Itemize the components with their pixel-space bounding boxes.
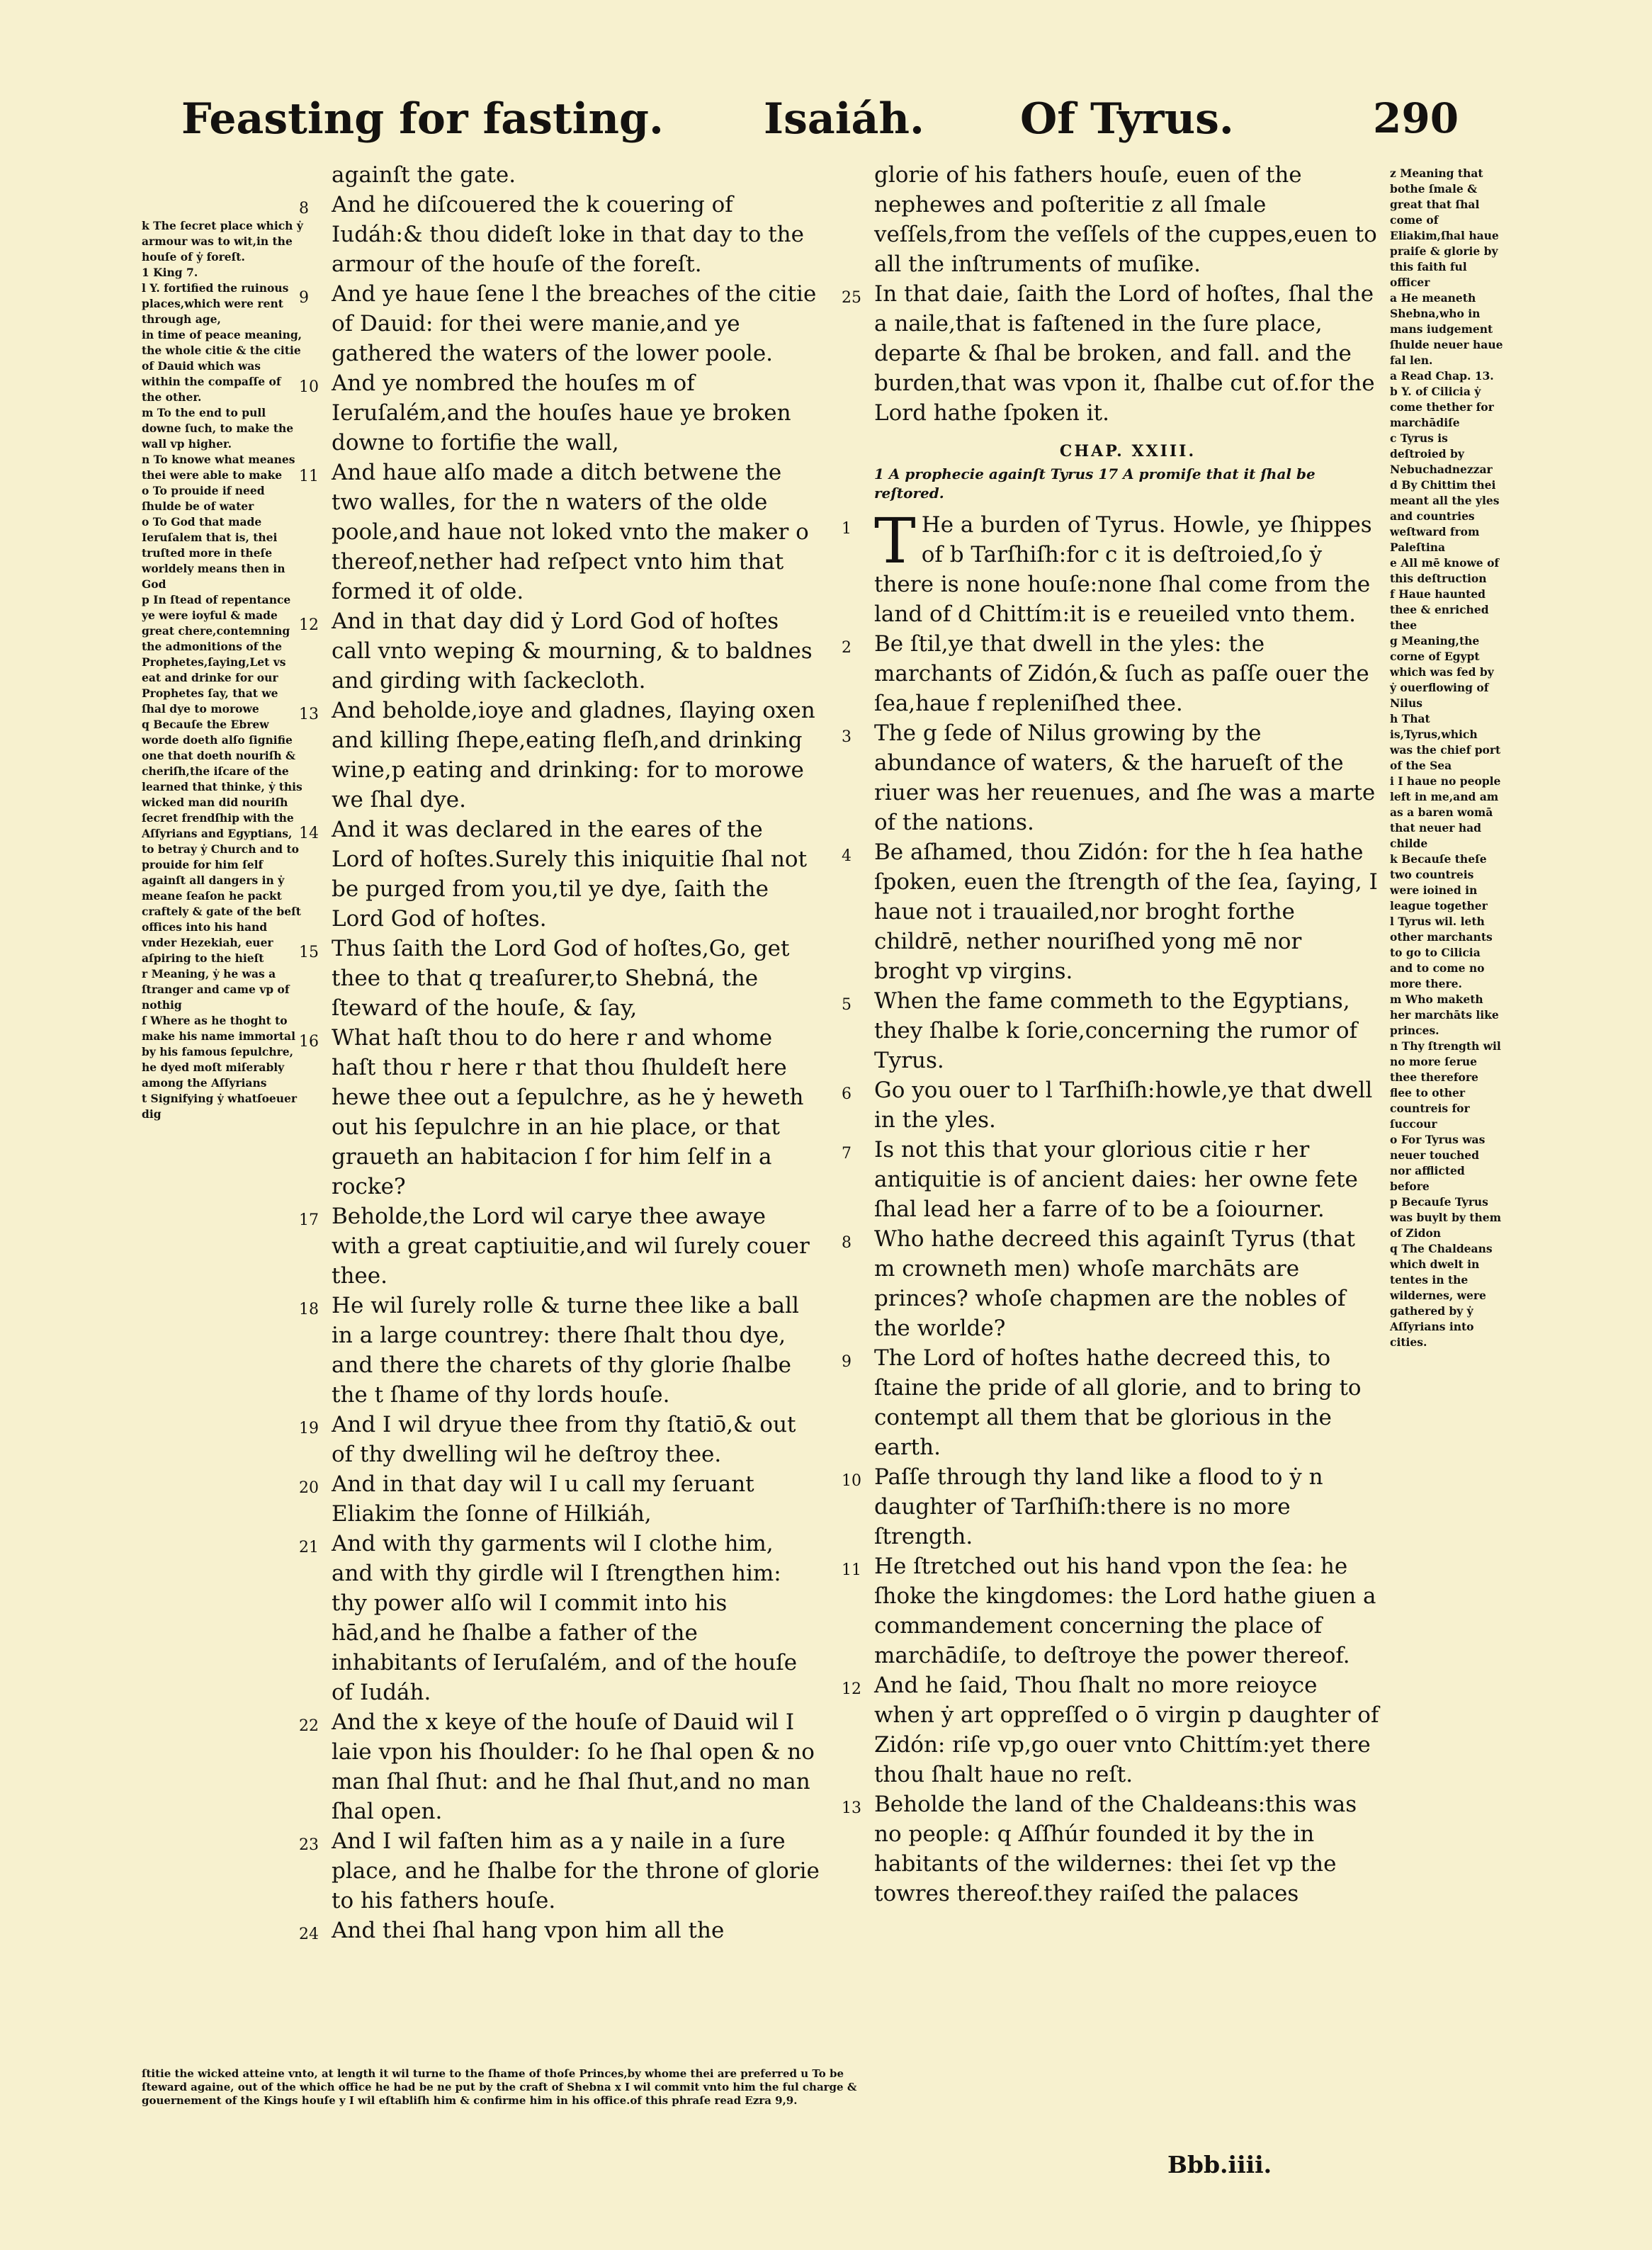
verse-number: 24	[299, 1926, 319, 1943]
verse	[842, 504, 1381, 629]
verse-number: 13	[842, 1799, 861, 1817]
chapter-summary: 1 A prophecie againſt Tyrus 17 A promiſe that it ſhal be reſtored.	[874, 465, 1316, 502]
verse-number: 20	[299, 1479, 319, 1497]
margin-note: e All mē knowe of this deſtruction	[1390, 556, 1500, 585]
verse-number: 23	[299, 1836, 319, 1854]
margin-note: n Thy ſtrength wil no more ſerue thee therefore flee to other countreis for ſuccour	[1390, 1039, 1501, 1131]
margin-note: d By Chittim thei meant all the yles and countries weſtward from Paleſtina	[1390, 478, 1500, 554]
margin-note: h That is,Tyrus,which was the chief port of the Sea	[1390, 712, 1501, 772]
verse	[299, 279, 820, 368]
verse-number: 17	[299, 1211, 319, 1229]
verse	[299, 815, 820, 934]
verse-text: Beholde,the Lord wil carye thee awaye with a great captiuitie,and wil ſurely couer thee.	[332, 1204, 810, 1289]
page-number: 290	[1373, 94, 1459, 142]
verse-number: 22	[299, 1717, 319, 1735]
verse-number: 25	[842, 289, 861, 307]
verse-text: Be aſhamed, thou Zidón: for the h ſea hathe ſpoken, euen the ſtrength of the ſea, ſaying, I haue not i trauailed,nor broght forthe childrē, nether nouriſhed yong mē nor broght vp virgins.	[874, 839, 1378, 984]
verse	[842, 837, 1381, 986]
verse	[299, 696, 820, 815]
verse-number: 12	[842, 1680, 861, 1698]
verse	[299, 368, 820, 458]
verse-text: againſt the gate.	[332, 162, 516, 188]
margin-note: i I haue no people left in me,and am as a baren womā that neuer had childe	[1390, 774, 1501, 850]
margin-note: k Becauſe theſe two countreis were ioined in league together	[1390, 852, 1488, 912]
verse	[842, 718, 1381, 837]
verse-text: glorie of his fathers houſe, euen of the nephewes and poſteritie z all ſmale veſſels,from the veſſels of the cuppes,euen to all the inſtruments of muſike.	[874, 162, 1377, 277]
verse-text: He a burden of Tyrus. Howle, ye ſhippes of b Tarſhiſh:for c it is deſtroied,ſo ẏ there is none houſe:none ſhal come from the land of d Chittím:it is e reueiled vnto them.	[874, 512, 1372, 627]
verse	[842, 1670, 1381, 1790]
verse-number: 1	[842, 520, 852, 538]
verse	[299, 1469, 820, 1529]
left-text-column	[299, 160, 820, 1945]
verse	[299, 606, 820, 696]
verse	[842, 279, 1381, 428]
verse	[299, 1529, 820, 1707]
verse-number: 4	[842, 847, 852, 865]
right-margin-notes	[1390, 166, 1503, 1350]
verse-text: Beholde the land of the Chaldeans:this was no people: q Aſſhúr founded it by the in habitants of the wildernes: thei ſet vp the towres thereof.they raiſed the palaces	[874, 1792, 1357, 1906]
verse	[299, 1826, 820, 1916]
verse-text: He wil ſurely rolle & turne thee like a ball in a large countrey: there ſhalt thou dye, and there the charets of thy glorie ſhalbe the t ſhame of thy lords houſe.	[332, 1293, 799, 1408]
margin-note: n To knowe what meanes thei were able to make	[142, 453, 295, 482]
margin-note: p In ſtead of repentance ye were ioyful & made great chere,contemning the admonitions of the Prophetes,ſaying,Let vs eat and drinke for our Prophetes ſay, that we ſhal dye to morowe	[142, 593, 291, 716]
verse-number: 13	[299, 706, 319, 723]
margin-note: a Read Chap. 13.	[1390, 369, 1494, 383]
margin-note: g Meaning,the corne of Egypt which was fed by ẏ ouerflowing of Nilus	[1390, 634, 1494, 710]
verse	[299, 1916, 820, 1945]
right-column-continuation	[842, 160, 1381, 428]
margin-note: l Y. fortified the ruinous places,which were rent through age,	[142, 281, 289, 326]
verse-text: And he diſcouered the k couering of Iudáh:& thou dideſt loke in that day to the armour of the houſe of the foreſt.	[332, 192, 804, 277]
running-head-left: Feasting for fasting.	[181, 94, 664, 144]
margin-note: b Y. of Cilicia ẏ come thether for marchādiſe	[1390, 385, 1494, 429]
margin-note: 1 King 7.	[142, 266, 198, 279]
running-head-center: Isaiáh.	[764, 94, 924, 144]
verse	[842, 1135, 1381, 1224]
margin-note: a He meaneth Shebna,who in mans iudgement ſhulde neuer haue fal len.	[1390, 291, 1503, 367]
verse-number: 9	[842, 1353, 852, 1371]
verse	[299, 190, 820, 279]
verse	[842, 1075, 1381, 1135]
verse-text: And he ſaid, Thou ſhalt no more reioyce when ẏ art oppreſſed o ō virgin p daughter of Zidón: riſe vp,go ouer vnto Chittím:yet there thou ſhalt haue no reſt.	[874, 1673, 1379, 1787]
verse	[874, 160, 1381, 279]
margin-note: z Meaning that bothe ſmale & great that ſhal come of Eliakim,ſhal haue praiſe & glorie by this faith ful officer	[1390, 166, 1499, 289]
verse	[299, 1202, 820, 1291]
signature-mark: Bbb.iiii.	[1167, 2151, 1272, 2178]
margin-note: c Tyrus is deſtroied by Nebuchadnezzar	[1390, 431, 1493, 476]
verse	[299, 1023, 820, 1202]
verse	[842, 986, 1381, 1075]
margin-note: l Tyrus wil. leth other marchants to go to Cilicia and to come no more there.	[1390, 915, 1493, 990]
verse-number: 11	[842, 1561, 861, 1579]
verse-number: 8	[842, 1234, 852, 1252]
margin-note: o For Tyrus was neuer touched nor afflicted before	[1390, 1133, 1486, 1193]
verse-text: In that daie, ſaith the Lord of hoſtes, ſhal the a naile,that is faſtened in the ſure place, departe & ſhal be broken, and fall. and the burden,that was vpon it, ſhalbe cut of.for the Lord hathe ſpoken it.	[874, 281, 1375, 426]
verse-number: 5	[842, 996, 852, 1014]
margin-note: p Becauſe Tyrus was buylt by them of Zidon	[1390, 1195, 1501, 1240]
drop-cap: T	[874, 504, 916, 577]
verse	[299, 1291, 820, 1410]
verse-number: 18	[299, 1301, 319, 1318]
verse-number: 14	[299, 825, 319, 842]
verse	[842, 1224, 1381, 1343]
verse-text: When the fame commeth to the Egyptians, they ſhalbe k ſorie,concerning the rumor of Tyrus.	[874, 988, 1358, 1073]
verse-text: And ye haue ſene l the breaches of the citie of Dauid: for thei were manie,and ye gathered the waters of the lower poole.	[332, 281, 817, 366]
verse-number: 6	[842, 1085, 852, 1103]
verse	[842, 1462, 1381, 1551]
verse-text: The g ſede of Nilus growing by the abundance of waters, & the harueſt of the riuer was her reuenues, and ſhe was a marte of the nations.	[874, 720, 1376, 835]
verse-number: 11	[299, 468, 319, 485]
verse-text: And I wil faſten him as a y naile in a ſure place, and he ſhalbe for the throne of glorie to his fathers houſe.	[332, 1828, 820, 1913]
verse	[299, 1410, 820, 1469]
verse-number: 16	[299, 1033, 319, 1051]
verse-text: The Lord of hoſtes hathe decreed this, to ſtaine the pride of all glorie, and to bring to contempt all them that be glorious in the earth.	[874, 1345, 1362, 1460]
verse-text: And it was declared in the eares of the Lord of hoſtes.Surely this iniquitie ſhal not be purged from you,til ye dye, ſaith the Lord God of hoſtes.	[332, 817, 808, 932]
verse-text: He ſtretched out his hand vpon the ſea: he ſhoke the kingdomes: the Lord hathe giuen a commandement concerning the place of marchādiſe, to deſtroye the power thereof.	[874, 1554, 1376, 1668]
verse-text: What haſt thou to do here r and whome haſt thou r here r that thou ſhuldeſt here hewe thee out a ſepulchre, as he ẏ heweth out his ſepulchre in an hie place, or that graueth an habitacion ſ for him ſelf in a rocke?	[332, 1025, 804, 1199]
verse-number: 7	[842, 1145, 852, 1163]
verse-number: 8	[299, 200, 309, 217]
margin-note: q Becauſe the Ebrew worde doeth alſo ſignifie one that doeth nouriſh & cheriſh,the iſcare of the learned that thinke, ẏ this wicked man did nouriſh ſecret frendſhip with the Aſſyrians and Egyptians, to betray ẏ Church and to prouide for him ſelf againſt all dangers in ẏ meane ſeaſon he packt craftely & gate of the beſt offices into his hand vnder Hezekiah, euer aſpiring to the hieſt	[142, 718, 302, 965]
verse-number: 10	[842, 1472, 861, 1490]
verse-number: 21	[299, 1539, 319, 1556]
verse-text: And I wil dryue thee from thy ſtatiō,& out of thy dwelling wil he deſtroy thee.	[332, 1412, 796, 1467]
margin-note: f Haue haunted thee & enriched thee	[1390, 587, 1489, 632]
chapter-heading: CHAP. XXIII.	[1059, 442, 1196, 460]
margin-note: t Signifying ẏ whatſoeuer dig	[142, 1092, 298, 1121]
verse-text: And the x keye of the houſe of Dauid wil I laie vpon his ſhoulder: ſo he ſhal open & no man ſhal ſhut: and he ſhal ſhut,and no man ſhal open.	[332, 1709, 815, 1824]
verse-number: 3	[842, 728, 852, 746]
margin-note: r Meaning, ẏ he was a ſtranger and came vp of nothig	[142, 967, 290, 1012]
verse-text: Thus ſaith the Lord God of hoſtes,Go, get thee to that q treaſurer,to Shebná, the ſteward of the houſe, & ſay,	[332, 936, 790, 1021]
footnotes: ſtitie the wicked atteine vnto, at length it wil turne to the ſhame of thoſe Princes,by whome thei are preferred u To be ſteward againe, out of the which office he had be ne put by the craft of Shebna x I wil commit vnto him the ful charge & gouernement of the Kings houſe y I wil eſtabliſh him & confirme him in his office.of this phraſe read Ezra 9,9.	[142, 2067, 857, 2107]
verse-text: And thei ſhal hang vpon him all the	[332, 1918, 725, 1943]
running-head-right: Of Tyrus.	[1020, 94, 1234, 144]
verse	[299, 458, 820, 606]
verse-text: Who hathe decreed this againſt Tyrus (that m crowneth men) whoſe marchāts are princes? whoſe chapmen are the nobles of the worlde?	[874, 1226, 1355, 1341]
margin-note: m To the end to pull downe ſuch, to make the wall vp higher.	[142, 406, 294, 451]
verse-text: And in that day did ẏ Lord God of hoſtes call vnto weping & mourning, & to baldnes and girding with ſackecloth.	[332, 609, 813, 694]
right-column-verses	[842, 629, 1381, 1909]
margin-note: q The Chaldeans which dwelt in tentes in the wildernes, were gathered by ẏ Aſſyrians into cities.	[1390, 1242, 1493, 1349]
margin-note: k The ſecret place which ẏ armour was to wit,in the houſe of ẏ foreſt.	[142, 219, 303, 264]
verse-number: 10	[299, 378, 319, 396]
verse-text: And in that day wil I u call my ſeruant Eliakim the ſonne of Hilkiáh,	[332, 1471, 754, 1527]
verse-number: 2	[842, 639, 852, 657]
verse	[299, 934, 820, 1023]
verse-number: 9	[299, 289, 309, 307]
verse-text: Be ſtil,ye that dwell in the yles: the marchants of Zidón,& ſuch as paſſe ouer the ſea,haue f repleniſhed thee.	[874, 631, 1369, 716]
verse	[842, 1551, 1381, 1670]
verse	[332, 160, 820, 190]
verse-number: 15	[299, 944, 319, 961]
margin-note: o To prouide if need ſhulde be of water	[142, 484, 265, 513]
verse-text: Go you ouer to l Tarſhiſh:howle,ye that dwell in the yles.	[874, 1078, 1373, 1133]
verse-number: 19	[299, 1420, 319, 1437]
verse	[842, 1343, 1381, 1462]
verse-text: And ye nombred the houſes m of Ieruſalém,and the houſes haue ye broken downe to fortifie the wall,	[332, 371, 791, 456]
verse	[842, 1790, 1381, 1909]
margin-note: m Who maketh her marchāts like princes.	[1390, 993, 1499, 1037]
verse-text: And haue alſo made a ditch betwene the two walles, for the n waters of the olde poole,and haue not loked vnto the maker o thereof,nether had reſpect vnto him that formed it of olde.	[332, 460, 809, 604]
left-margin-notes	[142, 218, 303, 1122]
margin-note: in time of peace meaning, the whole citie & the citie of Dauid which was within the compaſſe of the other.	[142, 328, 302, 404]
margin-note: o To God that made Ieruſalem that is, thei truſted more in theſe worldely means then in God	[142, 515, 285, 591]
verse-text: Is not this that your glorious citie r her antiquitie is of ancient daies: her owne fete ſhal lead her a farre of to be a ſoiourner.	[874, 1137, 1358, 1222]
verse	[299, 1707, 820, 1826]
right-text-column	[842, 160, 1381, 1909]
verse	[842, 629, 1381, 718]
verse-text: And beholde,ioye and gladnes, ſlaying oxen and killing ſhepe,eating fleſh,and drinking wine,p eating and drinking: for to morowe we ſhal dye.	[332, 698, 815, 813]
verse-text: And with thy garments wil I clothe him, and with thy girdle wil I ſtrengthen him: thy power alſo wil I commit into his hād,and he ſhalbe a father of the inhabitants of Ieruſalém, and of the houſe of Iudáh.	[332, 1531, 798, 1705]
margin-note: ſ Where as he thoght to make his name immortal by his famous ſepulchre, he dyed moſt miſerably among the Aſſyrians	[142, 1014, 295, 1090]
verse-text: Paſſe through thy land like a flood to ẏ n daughter of Tarſhiſh:there is no more ſtrength.	[874, 1464, 1323, 1549]
verse-number: 12	[299, 616, 319, 634]
